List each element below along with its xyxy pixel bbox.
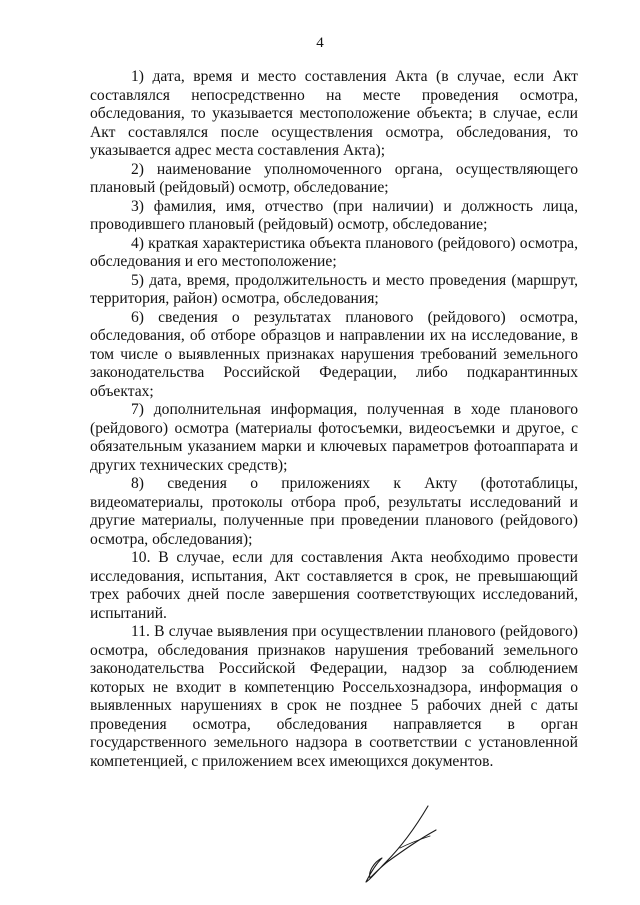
document-body [90,68,578,771]
page-number: 4 [316,35,324,51]
paragraph-item-2: 2) наименование уполномоченного органа, осуществляющего плановый (рейдовый) осмотр, обследование; [90,160,578,196]
paragraph-item-5: 5) дата, время, продолжительность и место проведения (маршрут, территория, район) осмотра, обследования; [90,271,578,307]
paragraph-clause-11: 11. В случае выявления при осуществлении планового (рейдового) осмотра, обследования признаков нарушения требований земельного законодательства Российской Федерации, надзор за соблюдением которых не входит в компетенцию Россельхознадзора, информация о выявленных нарушениях в срок не позднее 5 рабочих дней с даты проведения осмотра, обследования направляется в орган государственного земельного надзора в соответствии с установленной компетенцией, с приложением всех имеющихся документов. [90,623,578,770]
paragraph-item-6: 6) сведения о результатах планового (рейдового) осмотра, обследования, об отборе образцов и направлении их на исследование, в том числе о выявленных признаках нарушения требований земельного законодательства Российской Федерации, либо подкарантинных объектах; [90,308,578,400]
paragraph-clause-10: 10. В случае, если для составления Акта необходимо провести исследования, испытания, Акт составляется в срок, не превышающий трех рабочих дней после завершения соответствующих исследований, испытаний. [90,549,578,622]
paragraph-item-3: 3) фамилия, имя, отчество (при наличии) и должность лица, проводившего плановый (рейдовый) осмотр, обследование; [90,197,578,233]
paragraph-item-7: 7) дополнительная информация, полученная в ходе планового (рейдового) осмотра (материалы фотосъемки, видеосъемки и другое, с обязательным указанием марки и ключевых параметров фотоаппарата и других технических средств); [90,401,578,474]
paragraph-item-4: 4) краткая характеристика объекта планового (рейдового) осмотра, обследования и его местоположение; [90,234,578,270]
signature-icon [360,800,440,885]
paragraph-item-8: 8) сведения о приложениях к Акту (фототаблицы, видеоматериалы, протоколы отбора проб, результаты исследований и другие материалы, полученные при проведении планового (рейдового) осмотра, обследования); [90,475,578,548]
paragraph-item-1: 1) дата, время и место составления Акта (в случае, если Акт составлялся непосредственно на месте проведения осмотра, обследования, то указывается местоположение объекта; в случае, если Акт составлялся после осуществления осмотра, обследования, то указывается адрес места составления Акта); [90,68,578,159]
